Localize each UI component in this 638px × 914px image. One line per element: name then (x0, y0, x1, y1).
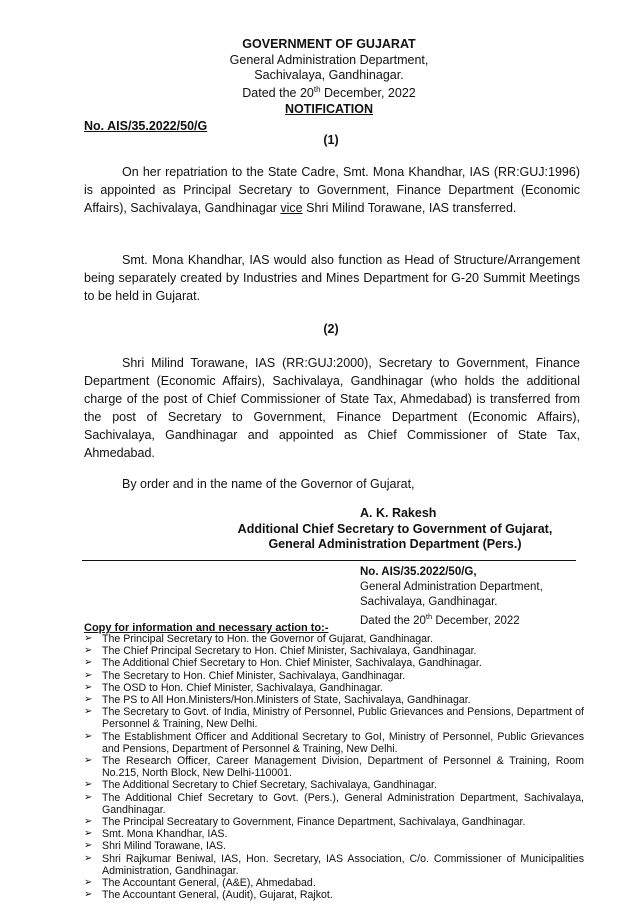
copy-list-item (84, 853, 584, 877)
arrow-bullet-icon: ➢ (84, 877, 93, 889)
header-title: GOVERNMENT OF GUJARAT (242, 37, 416, 51)
arrow-bullet-icon: ➢ (84, 694, 93, 706)
copy-list-item (84, 755, 584, 779)
section-number-1: (1) (323, 133, 339, 147)
copy-list-item (84, 670, 584, 682)
copy-heading: Copy for information and necessary action to:- (84, 622, 329, 634)
copy-list-item-text: Smt. Mona Khandhar, IAS. (102, 828, 228, 841)
copy-list-item-text: The Accountant General, (A&E), Ahmedabad. (102, 877, 316, 890)
section1-paragraph2: Smt. Mona Khandhar, IAS would also function as Head of Structure/Arrangement being separately created by Industries and Mines Department for G-20 Summit Meetings to be held in Gujarat. (84, 253, 580, 303)
copy-list-item-text: The Establishment Officer and Additional Secretary to GoI, Ministry of Personnel, Public Grievances and Pensions, Department of Personnel & Training, New Delhi. (102, 730, 584, 755)
endorsement-place: Sachivalaya, Gandhinagar. (360, 596, 498, 608)
header-date-suffix: December, 2022 (320, 86, 416, 101)
arrow-bullet-icon: ➢ (84, 889, 93, 901)
arrow-bullet-icon: ➢ (84, 791, 93, 803)
signatory-designation-2: General Administration Department (Pers.) (268, 537, 522, 551)
arrow-bullet-icon: ➢ (84, 657, 93, 669)
signatory-name: A. K. Rakesh (360, 506, 437, 520)
endorsement-date-prefix: Dated the 20 (360, 614, 426, 627)
copy-list-item-text: The Secretary to Hon. Chief Minister, Sachivalaya, Gandhinagar. (102, 669, 406, 682)
endorsement-date-sup: th (425, 612, 433, 621)
copy-list-item-text: Shri Milind Torawane, IAS. (102, 840, 227, 853)
arrow-bullet-icon: ➢ (84, 730, 93, 742)
copy-list-item-text: The Chief Principal Secretary to Hon. Chief Minister, Sachivalaya, Gandhinagar. (102, 645, 477, 658)
copy-list (84, 633, 584, 901)
copy-list-item-text: The Principal Secreatary to Government, Finance Department, Sachivalaya, Gandhinagar. (102, 816, 526, 829)
arrow-bullet-icon: ➢ (84, 633, 93, 644)
section1-para1-end: Shri Milind Torawane, IAS transferred. (302, 201, 517, 215)
section1-para1-vice: vice (280, 201, 303, 215)
copy-list-item-text: Shri Rajkumar Beniwal, IAS, Hon. Secretary, IAS Association, C/o. Commissioner of Municipalities Administration, Gandhinagar. (102, 852, 584, 877)
copy-list-item (84, 877, 584, 889)
copy-list-item-text: The Additional Chief Secretary to Hon. Chief Minister, Sachivalaya, Gandhinagar. (102, 657, 482, 670)
section-number-2: (2) (323, 322, 339, 336)
copy-list-item (84, 816, 584, 828)
copy-list-item (84, 657, 584, 669)
arrow-bullet-icon: ➢ (84, 779, 93, 791)
copy-list-item (84, 706, 584, 730)
arrow-bullet-icon: ➢ (84, 706, 93, 718)
copy-list-item (84, 889, 584, 901)
copy-list-item (84, 840, 584, 852)
copy-list-item-text: The Principal Secretary to Hon. the Governor of Gujarat, Gandhinagar. (102, 633, 433, 645)
endorsement-date-suffix: December, 2022 (432, 614, 520, 627)
copy-list-item (84, 828, 584, 840)
header-date (10, 82, 638, 101)
by-order-line: By order and in the name of the Governor of Gujarat, (122, 477, 415, 491)
copy-list-item (84, 633, 584, 645)
endorsement-date (360, 609, 520, 629)
copy-list-item (84, 792, 584, 816)
arrow-bullet-icon: ➢ (84, 816, 93, 828)
reference-number: No. AIS/35.2022/50/G (84, 119, 208, 133)
copy-list-item-text: The Additional Chief Secretary to Govt. (Pers.), General Administration Department, Sachivalaya, Gandhinagar. (102, 791, 584, 816)
copy-list-item-text: The PS to All Hon.Ministers/Hon.Ministers of State, Sachivalaya, Gandhinagar. (102, 694, 471, 707)
copy-list-item (84, 694, 584, 706)
endorsement-number: No. AIS/35.2022/50/G, (360, 566, 477, 578)
section1-para1-main: On her repatriation to the State Cadre, Smt. Mona Khandhar, IAS (RR:GUJ:1996) is appointed as Principal Secretary to Government, Finance Department (Economic Affairs), Sachivalaya, Gandhinagar (84, 165, 580, 215)
divider-line (82, 560, 576, 561)
header-date-sup: th (313, 85, 321, 94)
notification-heading: NOTIFICATION (285, 102, 373, 116)
copy-list-item-text: The Research Officer, Career Management Division, Department of Personnel & Training, Room No.215, North Block, New Delhi-110001. (102, 755, 584, 780)
copy-list-item (84, 779, 584, 791)
copy-list-item-text: The Additional Secretary to Chief Secretary, Sachivalaya, Gandhinagar. (102, 779, 437, 792)
copy-list-item (84, 682, 584, 694)
arrow-bullet-icon: ➢ (84, 755, 93, 767)
arrow-bullet-icon: ➢ (84, 645, 93, 657)
arrow-bullet-icon: ➢ (84, 828, 93, 840)
section1-paragraph1 (84, 163, 580, 217)
copy-list-item-text: The OSD to Hon. Chief Minister, Sachivalaya, Gandhinagar. (102, 681, 383, 694)
arrow-bullet-icon: ➢ (84, 840, 93, 852)
copy-list-item-text: The Accountant General, (Audit), Gujarat, Rajkot. (102, 889, 333, 902)
section2-paragraph: Shri Milind Torawane, IAS (RR:GUJ:2000), Secretary to Government, Finance Department (Economic Affairs), Sachivalaya, Gandhinagar (who holds the additional charge of the post of Chief Commissioner of State Tax, Ahmedabad) is transferred from the post of Secretary to Government, Finance Department (Economic Affairs), Sachivalaya, Gandhinagar and appointed as Chief Commissioner of State Tax, Ahmedabad. (84, 356, 580, 460)
header-date-prefix: Dated the 20 (242, 86, 314, 101)
arrow-bullet-icon: ➢ (84, 681, 93, 693)
endorsement-department: General Administration Department, (360, 581, 543, 593)
copy-list-item-text: The Secretary to Govt. of India, Ministry of Personnel, Public Grievances and Pensions, Department of Personnel & Training, New Delhi. (102, 706, 584, 731)
arrow-bullet-icon: ➢ (84, 852, 93, 864)
header-place: Sachivalaya, Gandhinagar. (254, 68, 404, 82)
header-department: General Administration Department, (229, 53, 429, 67)
copy-list-item (84, 645, 584, 657)
signatory-designation-1: Additional Chief Secretary to Government of Gujarat, (237, 522, 553, 536)
arrow-bullet-icon: ➢ (84, 669, 93, 681)
copy-list-item (84, 731, 584, 755)
